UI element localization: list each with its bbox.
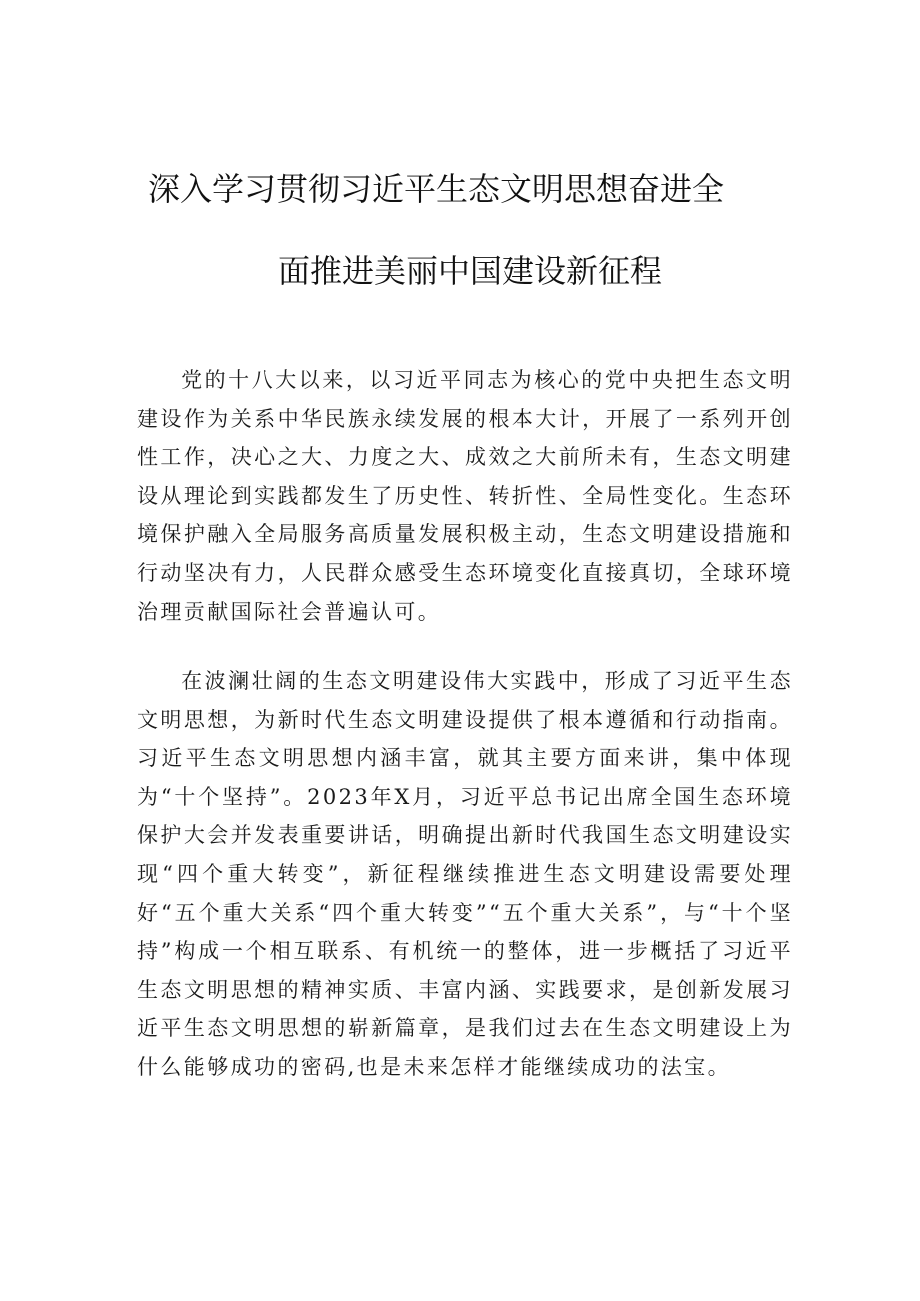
paragraph-2: 在波澜壮阔的生态文明建设伟大实践中，形成了习近平生态文明思想，为新时代生态文明建设提供了根本遵循和行动指南。习近平生态文明思想内涵丰富，就其主要方面来讲，集中体现为“十个坚持”。2023年X月，习近平总书记出席全国生态环境保护大会并发表重要讲话，明确提出新时代我国生态文明建设实现“四个重大转变”，新征程继续推进生态文明建设需要处理好“五个重大关系“四个重大转变”“五个重大关系”，与“十个坚持”构成一个相互联系、有机统一的整体，进一步概括了习近平生态文明思想的精神实质、丰富内涵、实践要求，是创新发展习近平生态文明思想的崭新篇章，是我们过去在生态文明建设上为什么能够成功的密码,也是未来怎样才能继续成功的法宝。 [137, 669, 793, 1079]
document-title-line-1: 深入学习贯彻习近平生态文明思想奋进全 [148, 170, 725, 208]
paragraph-1: 党的十八大以来，以习近平同志为核心的党中央把生态文明建设作为关系中华民族永续发展的根本大计，开展了一系列开创性工作，决心之大、力度之大、成效之大前所未有，生态文明建设从理论到实践都发生了历史性、转折性、全局性变化。生态环境保护融入全局服务高质量发展积极主动，生态文明建设措施和行动坚决有力，人民群众感受生态环境变化直接真切，全球环境治理贡献国际社会普遍认可。 [137, 368, 793, 624]
document-title-line-2: 面推进美丽中国建设新征程 [278, 252, 663, 290]
